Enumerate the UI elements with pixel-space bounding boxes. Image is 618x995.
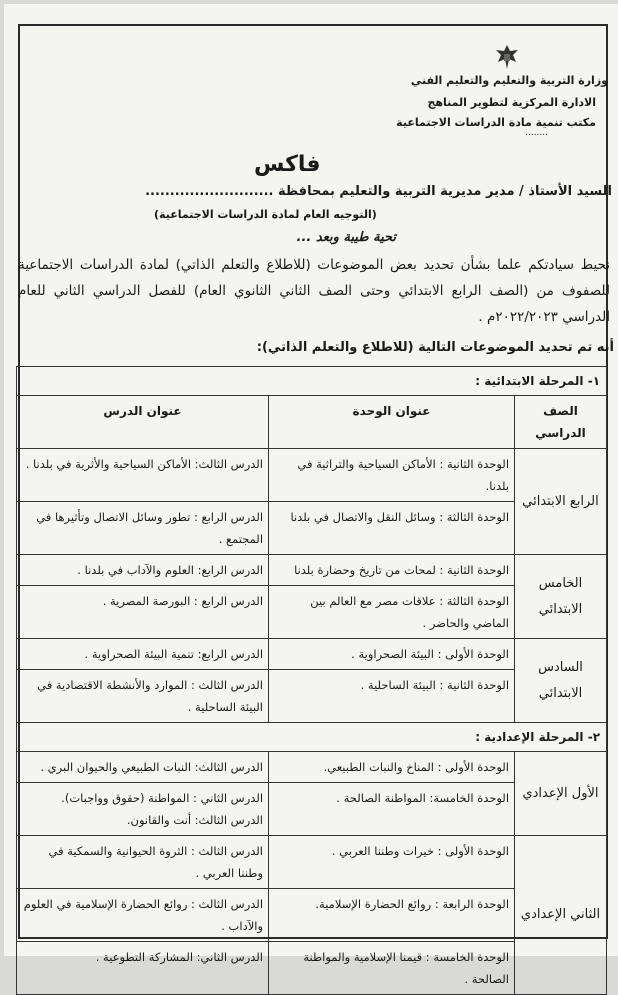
lesson-cell: الدرس الثالث : الثروة الحيوانية والسمكية في وطننا العربي .	[17, 836, 269, 889]
table-row	[17, 555, 607, 586]
lesson-cell: الدرس الرابع : تطور وسائل الاتصال وتأثيرها في المجتمع .	[17, 502, 269, 555]
greeting: تحية طيبة وبعد ...	[296, 230, 396, 245]
topics-table	[16, 366, 607, 995]
unit-cell: الوحدة الأولى : خيرات وطننا العربي .	[269, 836, 515, 889]
supervision-line: (التوجيه العام لمادة الدراسات الاجتماعية)	[154, 208, 377, 221]
grade-cell: السادس الابتدائي	[515, 639, 607, 723]
lesson-cell: الدرس الثالث: الأماكن السياحية والأثرية في بلدنا .	[17, 449, 269, 502]
eagle-emblem-icon	[492, 42, 522, 72]
header-grade: الصف الدراسي	[515, 396, 607, 449]
unit-cell: الوحدة الثالثة : علاقات مصر مع العالم بين الماضي والحاضر .	[269, 586, 515, 639]
section-primary: ١- المرحلة الابتدائية :	[17, 367, 607, 396]
unit-cell: الوحدة الأولى : المناخ والنبات الطبيعي.	[269, 752, 515, 783]
administration-name: الادارة المركزية لتطوير المناهج	[427, 96, 596, 109]
unit-cell: الوحدة الرابعة : روائع الحضارة الإسلامية.	[269, 889, 515, 942]
header-lesson: عنوان الدرس	[17, 396, 269, 449]
table-row	[17, 836, 607, 889]
lesson-cell: الدرس الرابع: تنمية البيئة الصحراوية .	[17, 639, 269, 670]
document-sheet	[4, 4, 618, 986]
table-row	[17, 449, 607, 502]
lesson-line: الدرس الثالث: أنت والقانون.	[126, 813, 264, 827]
lesson-cell	[17, 783, 269, 836]
lesson-cell: الدرس الرابع: العلوم والآداب في بلدنا .	[17, 555, 269, 586]
lesson-cell: الدرس الثالث : روائع الحضارة الإسلامية في العلوم والآداب .	[17, 889, 269, 942]
grade-cell: الأول الإعدادي	[515, 752, 607, 836]
unit-cell: الوحدة الثانية : لمحات من تاريخ وحضارة بلدنا	[269, 555, 515, 586]
lesson-cell: الدرس الرابع : البورصة المصرية .	[17, 586, 269, 639]
unit-cell: الوحدة الأولى : البيئة الصحراوية .	[269, 639, 515, 670]
ministry-name: وزارة التربية والتعليم والتعليم الفني	[410, 74, 608, 87]
section-preparatory: ٢- المرحلة الإعدادية :	[17, 723, 607, 752]
table-row	[17, 639, 607, 670]
lesson-line: الدرس الثاني : المواطنة (حقوق وواجبات).	[61, 791, 264, 805]
body-paragraph: نحيط سيادتكم علما بشأن تحديد بعض الموضوعات (للاطلاع والتعلم الذاتي) لمادة الدراسات الاجتماعية للصفوف من (الصف الرابع الابتدائي وحتى الصف الثاني الثانوي العام) للفصل الدراسي الثاني للعام الدراسي ٢٠٢٢/٢٠٢٣م .	[18, 257, 610, 325]
recipient-line: السيد الأستاذ / مدير مديرية التربية والتعليم بمحافظة ..........................	[145, 184, 612, 199]
grade-cell: الخامس الابتدائي	[515, 555, 607, 639]
unit-cell: الوحدة الخامسة: المواطنة الصالحة .	[269, 783, 515, 836]
header-unit: عنوان الوحدة	[269, 396, 515, 449]
lesson-cell: الدرس الثالث : الموارد والأنشطة الاقتصادية في البيئة الساحلية .	[17, 670, 269, 723]
fax-title: فاكس	[254, 152, 321, 177]
topics-intro: أنه تم تحديد الموضوعات التالية (للاطلاع والتعلم الذاتي):	[256, 340, 614, 355]
unit-cell: الوحدة الثانية : الأماكن السياحية والتراثية في بلدنا.	[269, 449, 515, 502]
header-separator: ........	[525, 128, 548, 138]
unit-cell: الوحدة الثالثة : وسائل النقل والاتصال في بلدنا	[269, 502, 515, 555]
office-name: مكتب تنمية مادة الدراسات الاجتماعية	[396, 116, 596, 129]
table-row	[17, 752, 607, 783]
unit-cell: الوحدة الثانية : البيئة الساحلية .	[269, 670, 515, 723]
unit-cell: الوحدة الخامسة : قيمنا الإسلامية والمواطنة الصالحة .	[269, 942, 515, 995]
grade-cell: الرابع الابتدائي	[515, 449, 607, 555]
lesson-cell: الدرس الثالث: النبات الطبيعي والحيوان البري .	[17, 752, 269, 783]
lesson-cell: الدرس الثاني: المشاركة التطوعية .	[17, 942, 269, 995]
grade-cell: الثاني الإعدادي	[515, 836, 607, 995]
